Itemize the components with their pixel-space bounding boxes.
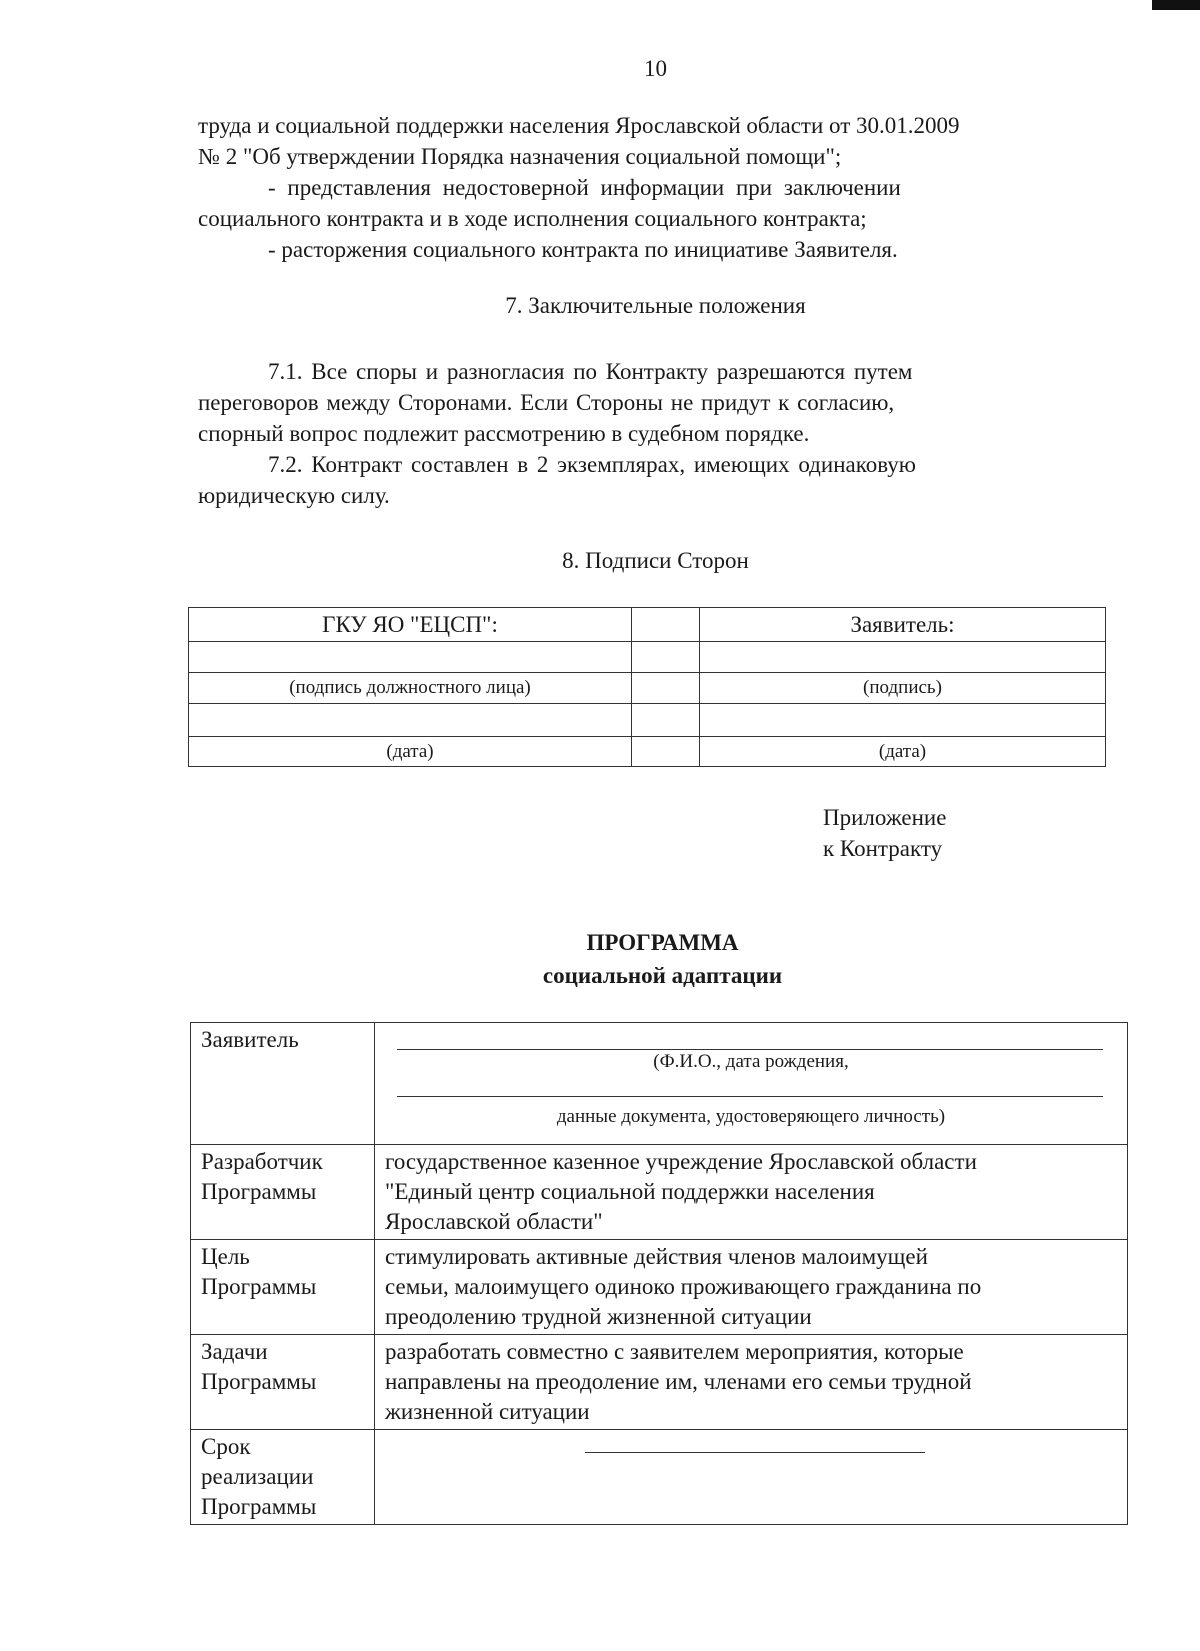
section-7-body [198,356,1113,511]
label-line: Программы [201,1179,317,1204]
program-row-goal [191,1240,1128,1335]
row-label [191,1430,375,1525]
appendix-line: Приложение [823,805,947,830]
spacer-cell [632,608,700,642]
spacer-cell [632,737,700,767]
applicant-fill-cell [375,1023,1128,1145]
appendix-note [823,802,946,864]
row-text [375,1145,1128,1240]
spacer-cell [632,704,700,737]
intro-list-item-cont: социального контракта и в ходе исполнения социального контракта; [198,206,867,231]
program-subtitle: социальной адаптации [542,963,783,988]
program-row-term [191,1430,1128,1525]
text-line: преодолению трудной жизненной ситуации [385,1304,812,1329]
appendix-line: к Контракту [823,836,943,861]
intro-line: труда и социальной поддержки населения Ярославской области от 30.01.2009 [198,113,960,138]
signature-field-left [189,642,632,673]
clause-line: юридическую силу. [198,483,390,508]
label-line: Срок [201,1434,251,1459]
text-line: стимулировать активные действия членов малоимущей [385,1244,928,1269]
text-line: "Единый центр социальной поддержки населения [385,1179,875,1204]
label-line: Программы [201,1274,317,1299]
left-party-header: ГКУ ЯО "ЕЦСП": [189,608,632,642]
intro-list-item: - представления недостоверной информации при заключении [268,175,901,200]
signature-field-right [700,642,1106,673]
program-table [190,1022,1128,1525]
signatures-table [188,607,1106,767]
clause-line: 7.2. Контракт составлен в 2 экземплярах, имеющих одинаковую [268,452,916,477]
fill-line [397,1023,1103,1050]
date-caption-left: (дата) [189,737,632,767]
clause-line: 7.1. Все споры и разногласия по Контракту разрешаются путем [268,359,913,384]
label-line: Цель [201,1244,250,1269]
scan-corner-mark [1152,0,1200,10]
row-label [191,1145,375,1240]
row-text [375,1240,1128,1335]
label-line: Программы [201,1494,317,1519]
date-caption-right: (дата) [700,737,1106,767]
text-line: разработать совместно с заявителем мероприятия, которые [385,1339,964,1364]
fill-line [585,1452,925,1453]
clause-line: спорный вопрос подлежит рассмотрению в судебном порядке. [198,421,810,446]
program-row-tasks [191,1335,1128,1430]
text-line: направлены на преодоление им, членами его семьи трудной [385,1369,972,1394]
spacer-cell [632,673,700,704]
spacer-cell [632,642,700,673]
row-text [375,1335,1128,1430]
fill-caption: (Ф.И.О., дата рождения, [653,1051,849,1072]
row-label: Заявитель [191,1023,375,1145]
program-row-applicant [191,1023,1128,1145]
signature-caption-left: (подпись должностного лица) [189,673,632,704]
page-number: 10 [644,56,667,81]
fill-line [397,1074,1103,1097]
right-party-header: Заявитель: [700,608,1106,642]
signature-caption-right: (подпись) [700,673,1106,704]
program-title: ПРОГРАММА [586,930,739,955]
fill-caption: данные документа, удостоверяющего личность) [556,1106,946,1127]
intro-paragraph [198,110,1113,265]
label-line: Разработчик [201,1149,323,1174]
date-field-right [700,704,1106,737]
text-line: Ярославской области" [385,1209,603,1234]
program-row-developer [191,1145,1128,1240]
text-line: жизненной ситуации [385,1399,590,1424]
date-field-left [189,704,632,737]
text-line: государственное казенное учреждение Ярославской области [385,1149,977,1174]
intro-line: № 2 "Об утверждении Порядка назначения социальной помощи"; [198,144,842,169]
label-line: реализации [201,1464,314,1489]
clause-line: переговоров между Сторонами. Если Стороны не придут к согласию, [198,390,895,415]
label-line: Программы [201,1369,317,1394]
section-7-heading: 7. Заключительные положения [505,293,806,318]
label-line: Задачи [201,1339,268,1364]
intro-list-item: - расторжения социального контракта по инициативе Заявителя. [268,237,898,262]
text-line: семьи, малоимущего одиноко проживающего гражданина по [385,1274,982,1299]
row-label [191,1240,375,1335]
section-8-heading: 8. Подписи Сторон [562,548,749,573]
term-fill-cell [375,1430,1128,1525]
row-label [191,1335,375,1430]
